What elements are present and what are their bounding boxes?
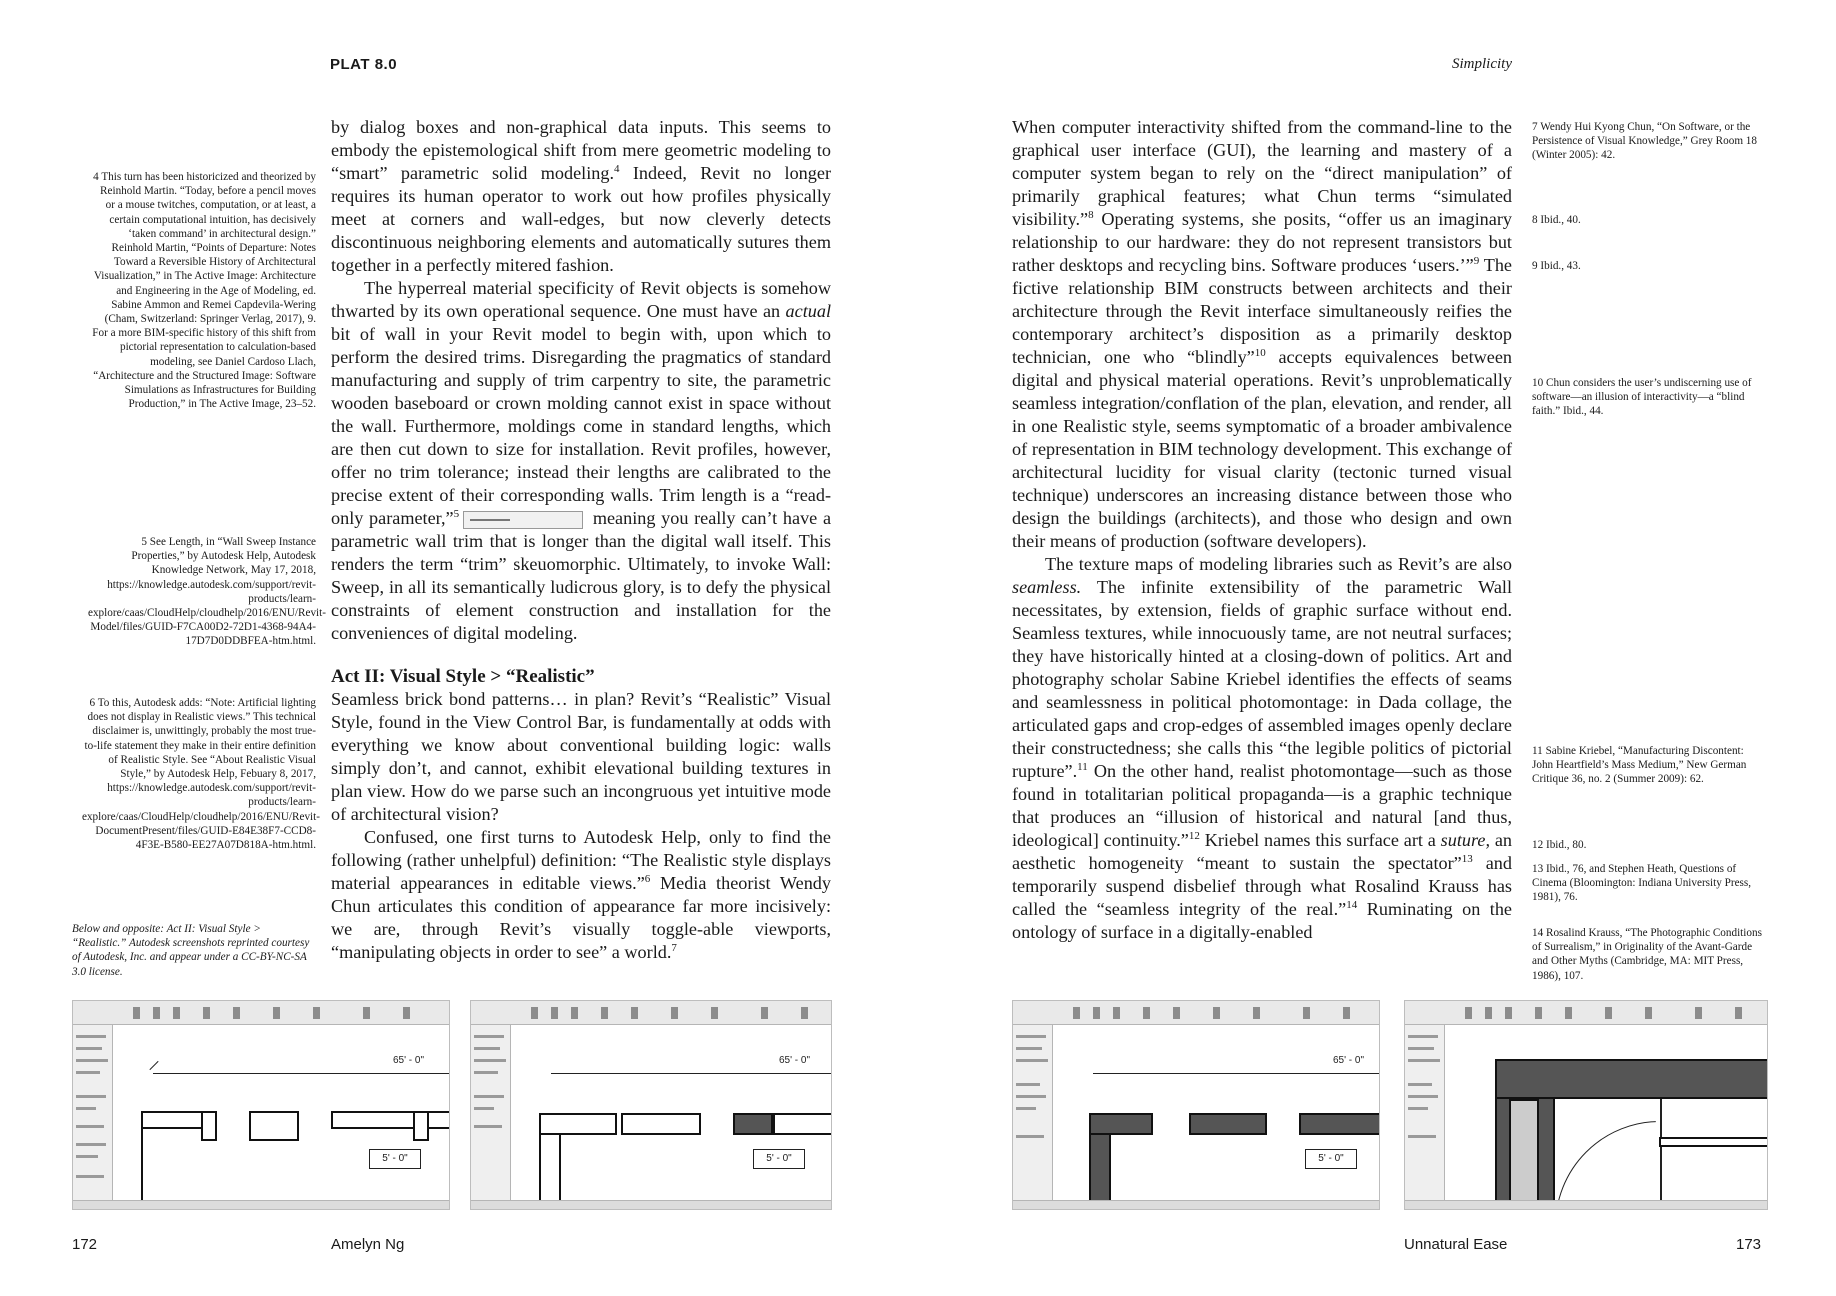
footnote-11: 11 Sabine Kriebel, “Manufacturing Discontent: John Heartfield’s Mass Medium,” New German Critique 36, no. 2 (Summer 2009): 62. <box>1532 745 1747 786</box>
dimension-label: 5' - 0" <box>1305 1149 1357 1169</box>
ribbon-toolbar <box>1405 1001 1767 1025</box>
dimension-label: 65' - 0" <box>393 1055 425 1066</box>
revit-screenshot-2 <box>470 1000 832 1210</box>
body-text: The texture maps of modeling libraries such as Revit’s are also <box>1045 554 1512 574</box>
dimension-label: 5' - 0" <box>753 1149 805 1169</box>
footnote-10: 10 Chun considers the user’s undiscerning use of software—an illusion of interactivity—a “blind faith.” Ibid., 44. <box>1532 377 1752 418</box>
body-text: When computer interactivity shifted from the command-line to the graphical user interface (GUI), the learning and mastery of a computer system began to rely on the “direct manipulation” of primarily graphical features; what Chun terms “simulated visibility.” <box>1012 117 1512 229</box>
ribbon-toolbar <box>73 1001 449 1025</box>
dimension-label: 65' - 0" <box>779 1055 811 1066</box>
footnote-ref[interactable]: 13 <box>1461 852 1473 865</box>
footnote-9: 9 Ibid., 43. <box>1532 260 1581 272</box>
body-text: by dialog boxes and non-graphical data inputs. This seems to embody the epistemological shift from mere geometric modeling to “smart” parametric solid modeling. <box>331 117 831 183</box>
footnote-ref[interactable]: 4 <box>614 162 620 175</box>
footnote-12: 12 Ibid., 80. <box>1532 839 1587 851</box>
footnote-14: 14 Rosalind Krauss, “The Photographic Conditions of Surrealism,” in Originality of the Avant-Garde and Other Myths (Cambridge, MA: MIT Press, 1986), 107. <box>1532 927 1762 982</box>
body-text: Media theorist Wendy Chun articulates this condition of appearance far more incisively: we are, through Revit’s visually toggle-able viewports, “manipulating objects in order to see” a world. <box>331 873 831 962</box>
body-text: On the other hand, realist photomontage—such as those found in totalitarian political propaganda—is a graphic technique that produces an “illusion of historical and natural [and thus, ideological] continuity.” <box>1012 761 1512 850</box>
emphasis: actual <box>785 301 831 321</box>
body-text: Confused, one first turns to Autodesk Help, only to find the following (rather unhelpful) definition: “The Realistic style displays material appearances in editable views.” <box>331 827 831 893</box>
revit-screenshot-3 <box>1012 1000 1380 1210</box>
footnote-ref[interactable]: 6 <box>644 872 651 885</box>
emphasis: seamless. <box>1012 577 1082 597</box>
footnote-13: 13 Ibid., 76, and Stephen Heath, Questions of Cinema (Bloomington: Indiana University Press, 1981), 76. <box>1532 863 1752 904</box>
body-text: The infinite extensibility of the parametric Wall necessitates, by extension, fields of graphic surface without end. Seamless textures, while innocuously tame, are not neutral surfaces; they have historically hinted at a closing-down of politics. Art and photography scholar Sabine Kriebel identifies the effects of seams and seamlessness in political photomontage: in Dada collage, the articulated gaps and crop-edges of assembled images openly declare their constructedness; she calls this “the legible politics of pictorial rupture”. <box>1012 577 1512 781</box>
body-text: and temporarily suspend disbelief through what Rosalind Krauss has called the “seamless integrity of the real.” <box>1012 853 1512 919</box>
section-heading: Act II: Visual Style > “Realistic” <box>331 666 595 687</box>
properties-panel <box>1013 1025 1053 1200</box>
chapter-title: Unnatural Ease <box>1404 1236 1508 1253</box>
page-number-left: 172 <box>72 1236 98 1253</box>
body-text: Ruminating on the ontology of surface in a digitally-enabled <box>1012 899 1512 942</box>
footnote-ref[interactable]: 9 <box>1473 254 1480 267</box>
properties-panel <box>471 1025 511 1200</box>
footnote-8: 8 Ibid., 40. <box>1532 214 1581 226</box>
footnote-5: 5 See Length, in “Wall Sweep Instance Properties,” by Autodesk Help, Autodesk Knowledge Network, May 17, 2018, https://knowledge.autodesk.com/support/revit-products/learn-explore/caas/CloudHelp/cloudhelp/2016/ENU/Revit-Model/files/GUID-F7CA00D2-72D1-4368-94A4-17D7D0DDBFEA-htm.html. <box>88 536 326 648</box>
footnote-4: 4 This turn has been historicized and theorized by Reinhold Martin. “Today, before a pencil moves or a mouse twitches, computation, or at least, a certain computational intuition, has decisively ‘taken command’ in architectural design.” Reinhold Martin, “Points of Departure: Notes Toward a Reversible History of Architectural Visualization,” in The Active Image: Architecture and Engineering in the Age of Modeling, ed. Sabine Ammon and Remei Capdevila-Wering (Cham, Switzerland: Springer Verlag, 2017), 9. For a more BIM-specific history of this shift from pictorial representation to calculation-based modeling, see Daniel Cardoso Llach, “Architecture and the Structured Image: Software Simulations as Infrastructures for Building Production,” in The Active Image, 23–52. <box>92 171 316 411</box>
page-number-right: 173 <box>1736 1236 1762 1253</box>
footnote-ref[interactable]: 7 <box>671 941 677 954</box>
footnote-ref[interactable]: 12 <box>1188 829 1200 842</box>
body-text: Kriebel names this surface art a <box>1199 830 1441 850</box>
footnote-6: 6 To this, Autodesk adds: “Note: Artificial lighting does not display in Realistic views.” This technical disclaimer is, unwittingly, probably the most true-to-life statement they make in their entire definition of Realistic Style. See “About Realistic Visual Style,” by Autodesk Help, Febuary 8, 2017, https://knowledge.autodesk.com/support/revit-products/learn-explore/caas/CloudHelp/cloudhelp/2016/ENU/Revit-DocumentPresent/files/GUID-E84E38F7-CCD8-4F3E-B580-EE27A07D818A-htm.html. <box>82 697 320 852</box>
status-bar <box>471 1200 831 1209</box>
running-head-left: PLAT 8.0 <box>330 56 398 73</box>
ribbon-toolbar <box>471 1001 831 1025</box>
figure-caption: Below and opposite: Act II: Visual Style > “Realistic.” Autodesk screenshots reprinted courtesy of Autodesk, Inc. and appear under a CC-BY-NC-SA 3.0 license. <box>72 923 310 978</box>
body-text: Operating systems, she posits, “offer us an imaginary relationship to our hardware: they do not represent transistors but rather desktops and recycling bins. Software produces ‘users.’” <box>1012 209 1512 275</box>
properties-panel <box>1405 1025 1445 1200</box>
body-text: an aesthetic homogeneity “meant to sustain the spectator” <box>1012 830 1512 873</box>
left-body-column <box>331 116 831 964</box>
body-text: Indeed, Revit no longer requires its human operator to work out how profiles physically meet at corners and wall-edges, but now cleverly detects discontinuous neighboring elements and automatically sutures them together in a perfectly mitered fashion. <box>331 163 832 275</box>
body-text: meaning you really can’t have a parametric wall trim that is longer than the digital wall itself. This renders the term “trim” skeuomorphic. Ultimately, to invoke Wall: Sweep, in all its semantically ludicrous glory, is to defy the physical constraints of element construction and installation for the conveniences of digital modeling. <box>331 508 832 643</box>
revit-screenshot-4 <box>1404 1000 1768 1210</box>
footnote-ref[interactable]: 14 <box>1346 898 1358 911</box>
running-head-right: Simplicity <box>1452 56 1512 72</box>
dimension-label: 65' - 0" <box>1333 1055 1365 1066</box>
footnote-ref[interactable]: 10 <box>1254 346 1266 359</box>
length-parameter-widget <box>463 511 583 529</box>
status-bar <box>1013 1200 1379 1209</box>
footnote-ref[interactable]: 8 <box>1088 208 1094 221</box>
author-name: Amelyn Ng <box>331 1236 405 1253</box>
status-bar <box>1405 1200 1767 1209</box>
properties-panel <box>73 1025 113 1200</box>
body-text: The fictive relationship BIM constructs between architects and their architecture through the Revit interface simultaneously reifies the contemporary architect’s disposition as a primarily desktop technician, one who “blindly” <box>1012 255 1512 367</box>
body-text: The hyperreal material specificity of Revit objects is somehow thwarted by its own operational sequence. One must have an <box>331 278 831 321</box>
body-text: accepts equivalences between digital and physical material operations. Revit’s unproblematically seamless integration/conflation of the plan, elevation, and render, all in one Realistic style, seems symptomatic of a broader ambivalence of representation in BIM technology development. This exchange of architectural lucidity for visual clarity (tectonic turned visual technique) underscores an increasing distance between those who design the buildings (architects), and those who design and own their means of production (software developers). <box>1012 347 1512 551</box>
revit-screenshot-1 <box>72 1000 450 1210</box>
status-bar <box>73 1200 449 1209</box>
ribbon-toolbar <box>1013 1001 1379 1025</box>
body-text: bit of wall in your Revit model to begin with, upon which to perform the desired trims. Disregarding the pragmatics of standard manufacturing and supply of trim carpentry to site, the parametric wooden baseboard or crown molding cannot exist in space without the wall. Furthermore, moldings come in standard lengths, which are then cut down to size for installation. Revit profiles, however, offer no trim tolerance; instead their lengths are calibrated to the precise extent of their corresponding walls. Trim length is a “read-only parameter,” <box>331 324 831 528</box>
emphasis: suture, <box>1440 830 1490 850</box>
right-body-column <box>1012 116 1512 944</box>
body-text: Seamless brick bond patterns… in plan? Revit’s “Realistic” Visual Style, found in the View Control Bar, is fundamentally at odds with everything we know about conventional building logic: walls simply don’t, and cannot, exhibit elevational building textures in plan view. How do we parse such an incongruous yet intuitive mode of architectural vision? <box>331 689 831 824</box>
footnote-ref[interactable]: 11 <box>1077 760 1088 773</box>
footnote-7: 7 Wendy Hui Kyong Chun, “On Software, or the Persistence of Visual Knowledge,” Grey Room 18 (Winter 2005): 42. <box>1532 121 1757 162</box>
dimension-label: 5' - 0" <box>369 1149 421 1169</box>
footnote-ref[interactable]: 5 <box>453 507 460 520</box>
